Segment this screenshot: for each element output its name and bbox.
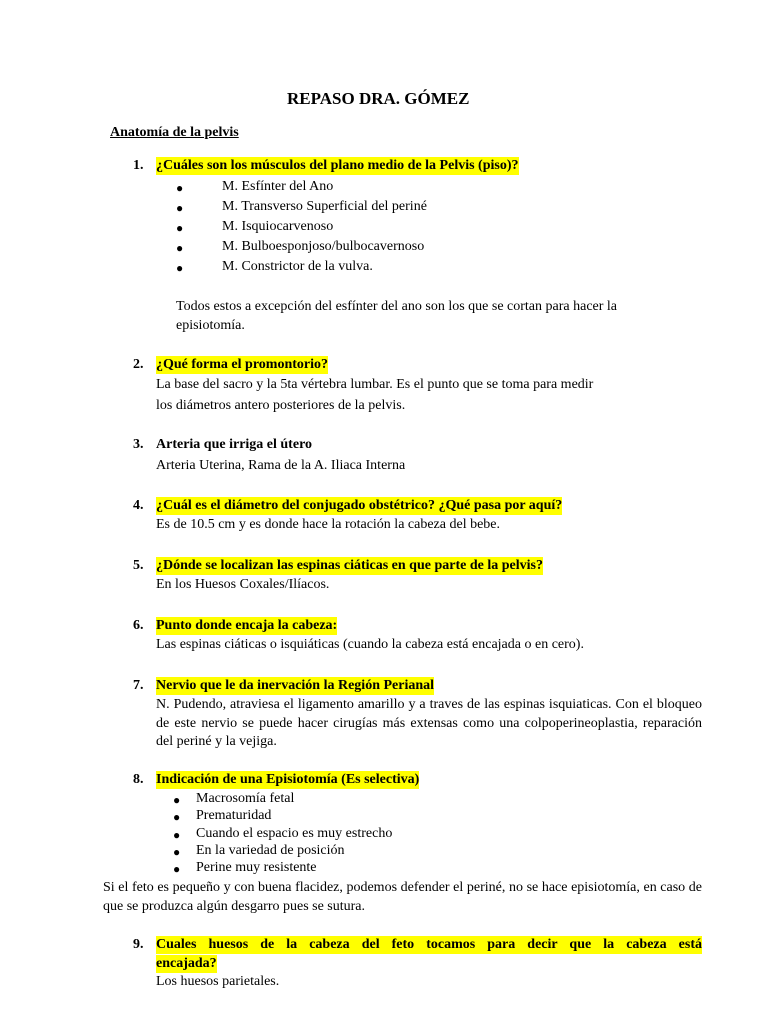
- page-title: REPASO DRA. GÓMEZ: [287, 89, 470, 108]
- question-text: Arteria que irriga el útero: [156, 437, 313, 452]
- question-number: 8.: [133, 772, 144, 787]
- list-item: Prematuridad: [196, 808, 272, 823]
- bullet-icon: ●: [176, 181, 184, 195]
- list-item: M. Bulboesponjoso/bulbocavernoso: [222, 239, 425, 254]
- question-text: ¿Qué forma el promontorio?: [156, 357, 328, 372]
- bullet-icon: ●: [173, 862, 181, 876]
- question-number: 3.: [133, 437, 144, 452]
- question-text: Punto donde encaja la cabeza:: [156, 618, 338, 633]
- question-text: encajada?: [156, 956, 217, 971]
- list-item: Macrosomía fetal: [196, 791, 295, 806]
- bullet-icon: ●: [173, 793, 181, 807]
- answer-text: La base del sacro y la 5ta vértebra lumbar. Es el punto que se toma para medir: [156, 377, 594, 392]
- question-number: 1.: [133, 158, 144, 173]
- note-text: Todos estos a excepción del esfínter del ano son los que se cortan para hacer la: [176, 299, 618, 314]
- question-text: Nervio que le da inervación la Región Perianal: [156, 678, 435, 693]
- question-text: Cuales huesos de la cabeza del feto tocamos para decir que la cabeza está: [156, 937, 702, 952]
- bullet-icon: ●: [176, 261, 184, 275]
- question-text: ¿Cuáles son los músculos del plano medio de la Pelvis (piso)?: [156, 158, 519, 173]
- section-subtitle: Anatomía de la pelvis: [110, 125, 239, 140]
- question-number: 9.: [133, 937, 144, 952]
- answer-text: Las espinas ciáticas o isquiáticas (cuando la cabeza está encajada o en cero).: [156, 637, 584, 652]
- bullet-icon: ●: [176, 221, 184, 235]
- bullet-icon: ●: [176, 241, 184, 255]
- bullet-icon: ●: [173, 810, 181, 824]
- bullet-icon: ●: [173, 828, 181, 842]
- list-item: M. Isquiocarvenoso: [222, 219, 334, 234]
- answer-text: Es de 10.5 cm y es donde hace la rotación la cabeza del bebe.: [156, 517, 501, 532]
- question-number: 5.: [133, 558, 144, 573]
- answer-text: los diámetros antero posteriores de la pelvis.: [156, 398, 406, 413]
- question-text: Indicación de una Episiotomía (Es selectiva): [156, 772, 420, 787]
- list-item: Cuando el espacio es muy estrecho: [196, 826, 393, 841]
- question-number: 6.: [133, 618, 144, 633]
- answer-text: Arteria Uterina, Rama de la A. Iliaca Interna: [156, 458, 406, 473]
- list-item: M. Esfínter del Ano: [222, 179, 334, 194]
- list-item: M. Transverso Superficial del periné: [222, 199, 427, 214]
- list-item: En la variedad de posición: [196, 843, 345, 858]
- question-number: 2.: [133, 357, 144, 372]
- answer-text: N. Pudendo, atraviesa el ligamento amarillo y a traves de las espinas isquiaticas. Con el bloqueo de este nervio se puede hacer cirugías más extensas como una colpoperineoplastia, reparación del periné y la vejiga.: [156, 697, 702, 749]
- bullet-icon: ●: [173, 845, 181, 859]
- list-item: M. Constrictor de la vulva.: [222, 259, 373, 274]
- question-number: 4.: [133, 498, 144, 513]
- note-text: episiotomía.: [176, 318, 245, 333]
- answer-text: En los Huesos Coxales/Ilíacos.: [156, 577, 330, 592]
- question-text: ¿Cuál es el diámetro del conjugado obstétrico? ¿Qué pasa por aquí?: [156, 498, 563, 513]
- list-item: Perine muy resistente: [196, 860, 317, 875]
- bullet-icon: ●: [176, 201, 184, 215]
- question-number: 7.: [133, 678, 144, 693]
- question-text: ¿Dónde se localizan las espinas ciáticas en que parte de la pelvis?: [156, 558, 543, 573]
- answer-text: Los huesos parietales.: [156, 974, 280, 989]
- note-text: Si el feto es pequeño y con buena flacidez, podemos defender el periné, no se hace episiotomía, en caso de que se produzca algún desgarro pues se sutura.: [103, 880, 702, 914]
